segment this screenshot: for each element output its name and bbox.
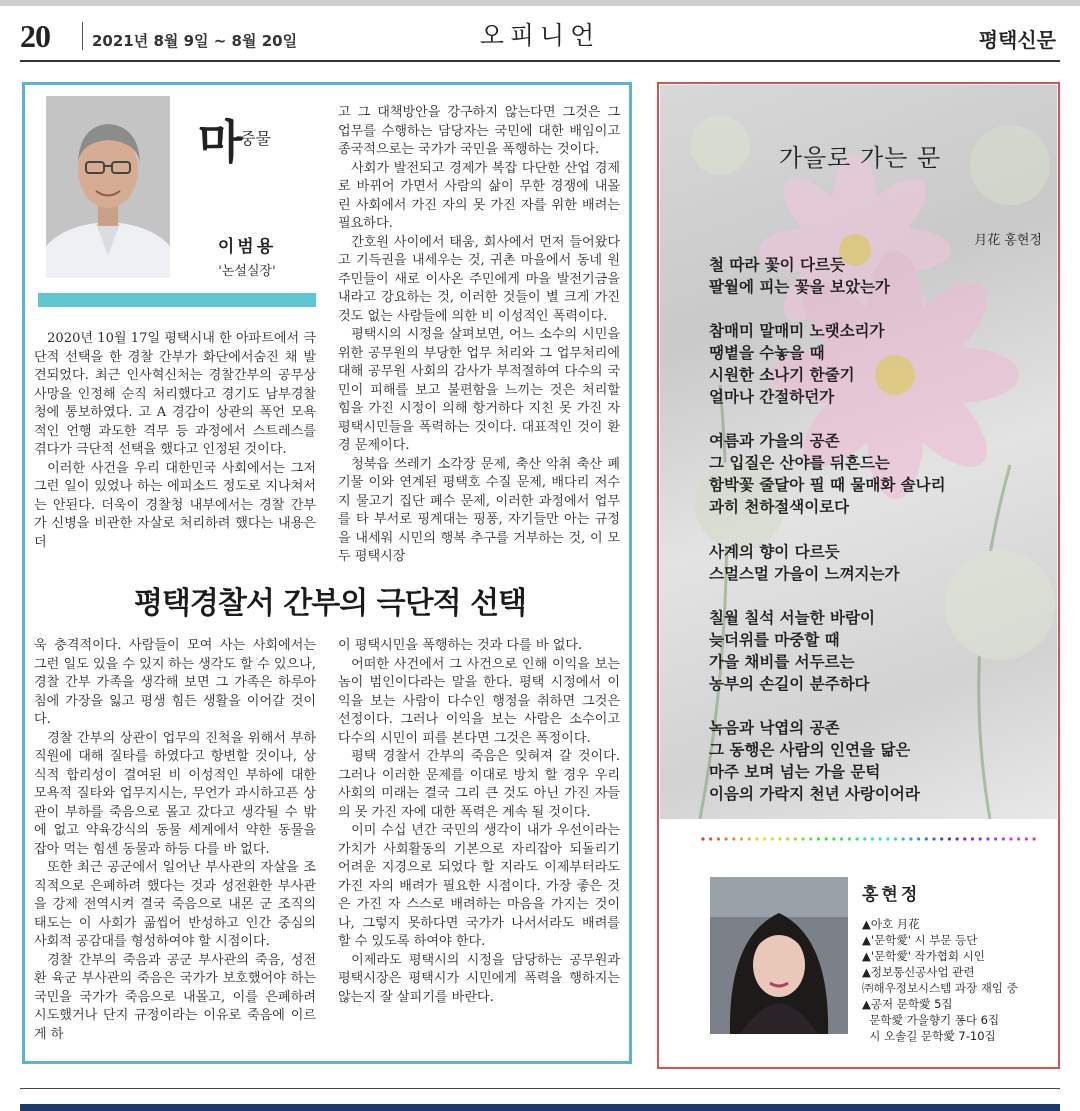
divider-dot (917, 837, 920, 840)
divider-dot (778, 837, 781, 840)
divider-dot (886, 837, 889, 840)
divider-dot (902, 837, 905, 840)
poem-line: 마주 보며 넘는 가을 문턱 (709, 763, 881, 781)
divider-dot (748, 837, 751, 840)
column-title-sub: 중물 (240, 129, 271, 148)
header-rule (20, 60, 1060, 62)
paragraph: 또한 최근 공군에서 일어난 부사관의 자살을 조직적으로 은폐하려 했다는 것과 성전환한 부사관을 강제 전역시켜 결국 죽음으로 내몬 군 조직의 태도는 이 사회가 곪씹어 반성하고 인간 중심의 사회적 공감대를 형성하여야 할 시점이다. (34, 860, 316, 949)
poem-line: 시원한 소나기 한줄기 (709, 366, 855, 384)
poem-title: 가을로 가는 문 (778, 144, 942, 172)
divider-dot (732, 837, 735, 840)
divider-dot (971, 837, 974, 840)
page-number: 20 (20, 18, 50, 54)
header-divider (82, 22, 83, 50)
poem-line: 가을 채비를 서두르는 (709, 653, 855, 671)
poem-line: 여름과 가을의 공존 (709, 432, 840, 450)
paragraph: 평택 경찰서 간부의 죽음은 잊혀져 갈 것이다. 그러나 이러한 문제를 이대로 방치 할 경우 우리 사회의 미래는 결국 그리 큰 것도 아닌 가진 자들의 못 가진 자에 대한 폭력은 계속 될 것이다. (338, 749, 620, 820)
poem-line: 철 따라 꽃이 다르듯 (709, 256, 845, 274)
poem-line: 늦더위를 마중할 때 (709, 631, 840, 649)
paragraph: 욱 충격적이다. 사람들이 모여 사는 사회에서는 그런 일도 있을 수 있지 하는 생각도 할 수 있으나, 경찰 간부 가족을 생각해 보면 그 가족은 하루아침에 가장을 잃고 평생 힘든 생활을 이어갈 것이다. (34, 638, 316, 727)
paragraph: 청북읍 쓰레기 소각장 문제, 축산 악취 축산 폐기물 이와 연계된 평택호 수질 문제, 배다리 저수지 물고기 집단 폐수 문제, 이러한 과정에서 업무를 타 부서로 핑계대는 핑퐁, 자기들만 아는 규정을 내세워 시민의 행복 추구를 거부하는 것, 이 모두 평택시장 (338, 456, 620, 564)
divider-dot (994, 837, 997, 840)
paragraph: 이제라도 평택시의 시정을 담당하는 공무원과 평택시장은 평택시가 시민에게 폭력을 행하지는 않는지 잘 살피기를 바란다. (338, 952, 620, 1005)
bio-item: ▲정보통신공사업 관련 (862, 965, 975, 979)
divider-dot (763, 837, 766, 840)
poet-bio-list (862, 916, 1018, 1044)
divider-dot (1033, 837, 1036, 840)
rainbow-dot-divider (700, 836, 1040, 842)
divider-dot (894, 837, 897, 840)
divider-dot (925, 837, 928, 840)
divider-dot (932, 837, 935, 840)
poet-signature: 月花 홍현정 (974, 233, 1042, 248)
author-photo (46, 96, 170, 278)
author-name: 이범용 (217, 237, 277, 257)
top-gray-bar (0, 0, 1080, 6)
author-role: '논설실장' (218, 264, 276, 279)
poet-name: 홍현정 (862, 885, 921, 905)
paragraph: 경찰 간부의 죽음과 공군 부사관의 죽음, 성전환 육군 부사관의 죽음은 국가가 보호했어야 하는 국민을 국가가 죽음으로 내몰고, 이를 은폐하려 시도했거나 단지 규정이라는 이유로 죽음에 이르게 하 (34, 952, 316, 1042)
poem-line: 얼마나 간절하던가 (709, 388, 835, 406)
bio-item: 문학愛 가을향기 퐁다 6집 (862, 1013, 1000, 1027)
footer-bar (20, 1104, 1060, 1111)
divider-dot (1017, 837, 1020, 840)
divider-dot (809, 837, 812, 840)
divider-dot (709, 837, 712, 840)
divider-dot (1009, 837, 1012, 840)
newspaper-logo: 평택신문 (978, 28, 1056, 52)
divider-dot (963, 837, 966, 840)
divider-dot (909, 837, 912, 840)
divider-dot (817, 837, 820, 840)
bio-item: ▲'문학愛' 작가협회 시인 (862, 949, 985, 963)
poem-stanza (709, 254, 890, 298)
divider-dot (701, 837, 704, 840)
poem-line: 그 입질은 산야를 뒤흔드는 (709, 454, 890, 472)
poem-line: 이음의 가락지 천년 사랑이어라 (709, 785, 920, 803)
paragraph: 이미 수십 년간 국민의 생각이 내가 우선이라는 가치가 사회활동의 기본으로 자리잡아 되돌리기 어려운 지경으로 되었다 할 지라도 이제부터라도 가진 자의 배려가 필요한 시점이다. 가장 좋은 것은 가진 자 스스로 배려하는 마음을 가지는 것이나, 그렇지 못하다면 국가가 나서서라도 배려를 할 수 있도록 하여야 한다. (338, 823, 620, 949)
paragraph: 2020년 10월 17일 평택시내 한 아파트에서 극단적 선택을 한 경찰 간부가 화단에서숨진 채 발견되었다. 최근 인사혁신처는 경찰간부의 공무상 사망을 인정해 순직 처리했다고 경기도 남부경찰청에 통보하였다. 고 A 경감이 상관의 폭언 모욕적인 언행 과도한 격무 등 과정에서 스트레스를 겪다가 극단적 선택을 했다고 인정된 것이다. (34, 331, 316, 457)
paragraph: 간호원 사이에서 태움, 회사에서 먼저 들어왔다고 기득권을 내세우는 것, 귀촌 마을에서 동네 원주민들이 새로 이사온 주민에게 마을 발전기금을 내라고 강요하는 것, 이러한 것들이 별 크게 가진 것도 없는 사람들에 의한 비 이성적인 폭력이다. (338, 234, 620, 324)
bio-item: ㈜해우정보시스템 과장 재임 중 (862, 981, 1018, 995)
column-text-bottom-left (34, 637, 316, 1044)
divider-dot (948, 837, 951, 840)
section-title: 오피니언 (479, 21, 601, 50)
poem-stanza (709, 320, 885, 408)
poem-stanza (709, 607, 875, 695)
bio-item: ▲'문학愛' 시 부문 등단 (862, 933, 978, 947)
divider-dot (940, 837, 943, 840)
divider-dot (979, 837, 982, 840)
poem-line: 녹음과 낙엽의 공존 (709, 719, 840, 737)
footer-rule (20, 1088, 1060, 1089)
column-text-top-left (34, 330, 316, 552)
divider-dot (840, 837, 843, 840)
accent-bar (38, 293, 316, 307)
paragraph: 평택시의 시정을 살펴보면, 어느 소수의 시민을 위한 공무원의 부당한 업무 처리와 그 업무처리에 대해 공무원 사회의 감사가 부적절하여 다수의 국민이 피해를 보고 불편함을 느끼는 것은 처리할 힘을 가진 시정이 의해 항거하다 지친 못 가진 자 평택시민들을 폭력하는 것이다. 대표적인 것이 환경 문제이다. (338, 327, 620, 453)
article-headline: 평택경찰서 간부의 극단적 선택 (133, 586, 527, 621)
divider-dot (825, 837, 828, 840)
bio-item: ▲아호 月花 (862, 917, 920, 931)
poem-stanza (709, 717, 920, 805)
divider-dot (717, 837, 720, 840)
poem-line: 그 동행은 사람의 인연을 닮은 (709, 741, 911, 759)
paragraph: 경찰 간부의 상관이 업무의 진척을 위해서 부하 직원에 대해 질타를 하였다고 항변할 것이나, 상식적 합리성이 결여된 비 이성적인 부하에 대한 모욕적 질타와 업무지시는, 무언가 과시하고픈 상관이 부하를 죽음으로 몰고 갔다고 생각될 수 밖에 없고 약육강식의 동물 세계에서 약한 동물을 잡아 먹는 힘센 동물과 하등 다를 바 없다. (34, 730, 316, 857)
issue-date: 2021년 8월 9일 ~ 8월 20일 (92, 32, 298, 50)
divider-dot (740, 837, 743, 840)
divider-dot (725, 837, 728, 840)
divider-dot (986, 837, 989, 840)
column-title-main: 마 (198, 115, 243, 169)
bio-item: ▲공저 문학愛 5집 (862, 997, 953, 1011)
divider-dot (956, 837, 959, 840)
poem-line: 칠월 칠석 서늘한 바람이 (709, 609, 875, 627)
poet-photo (710, 877, 848, 1034)
poem-stanza (709, 541, 899, 585)
divider-dot (1025, 837, 1028, 840)
poem-line: 사계의 향이 다르듯 (709, 543, 840, 561)
poem-line: 과히 천하절색이로다 (709, 498, 850, 516)
paragraph: 이러한 사건을 우리 대한민국 사회에서는 그저 그런 일이 있었나 하는 에피소드 정도로 지나쳐서는 안된다. 더욱이 경찰청 내부에서는 경찰 간부가 신병을 비관한 자살로 처리하려 했다는 내용은 더 (34, 460, 316, 550)
column-text-bottom-right (338, 637, 620, 1007)
divider-dot (848, 837, 851, 840)
poem-line: 참매미 말매미 노랫소리가 (709, 322, 885, 340)
paragraph: 사회가 발전되고 경제가 복잡 다단한 산업 경제로 바뀌어 가면서 사람의 삶이 무한 경쟁에 내몰린 사회에서 가진 자의 못 가진 자를 위한 배려는 필요하다. (338, 160, 620, 231)
poem-line: 스멀스멀 가을이 느껴지는가 (709, 565, 900, 583)
column-text-top-right (338, 104, 620, 567)
divider-dot (871, 837, 874, 840)
divider-dot (879, 837, 882, 840)
divider-dot (832, 837, 835, 840)
divider-dot (1002, 837, 1005, 840)
poem-line: 농부의 손길이 분주하다 (709, 675, 870, 693)
divider-dot (771, 837, 774, 840)
divider-dot (755, 837, 758, 840)
bio-item: 시 오솔길 문학愛 7-10집 (862, 1029, 996, 1043)
divider-dot (786, 837, 789, 840)
poem-line: 함박꽃 줄달아 필 때 물매화 솔나리 (709, 476, 946, 494)
paragraph: 이 평택시민을 폭행하는 것과 다를 바 없다. (338, 638, 583, 653)
poem-stanza (709, 430, 946, 518)
poem-line: 땡볕을 수놓을 때 (709, 344, 825, 362)
paragraph: 고 그 대책방안을 강구하지 않는다면 그것은 그 업무를 수행하는 담당자는 국민에 대한 배임이고 종국적으로는 국가가 국민을 폭행하는 것이다. (338, 105, 620, 157)
divider-dot (863, 837, 866, 840)
divider-dot (794, 837, 797, 840)
divider-dot (855, 837, 858, 840)
poem-line: 팔월에 피는 꽃을 보았는가 (709, 278, 890, 296)
paragraph: 어떠한 사건에서 그 사건으로 인해 이익을 보는 놈이 범인이다라는 말을 한다. 평택 시정에서 이익을 보는 사람이 다수인 행정을 취하면 그것은 선정이다. 그러나 이익을 보는 사람은 소수이고 다수의 시민이 피를 본다면 그것은 폭정이다. (338, 656, 620, 746)
divider-dot (802, 837, 805, 840)
